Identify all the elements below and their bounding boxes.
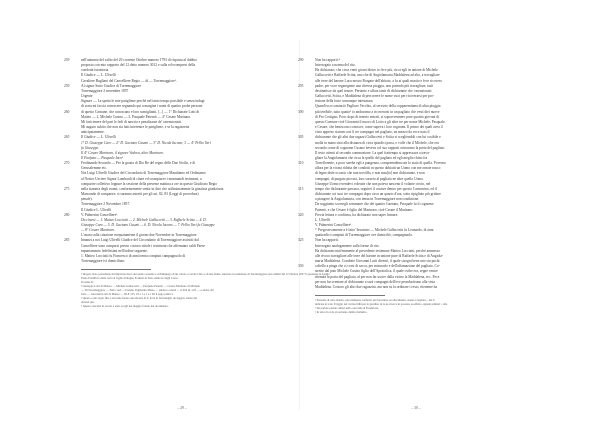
line-text: questo Comune cioè Giovanni il nuovo di Lotto a gli altre tre per nome Michele, Pasquale, [315,119,446,124]
line-number: 270 [64,161,70,166]
line-text: Il Giudice — L. Ulivelli [81,135,116,140]
line-number: 330 [298,264,304,269]
line-text: Galluccetti e Raffaele Scitta, uno che di Angiolamaria Maddalena ad alto, a travagliare [315,73,440,78]
line-text: — 8° Cesare Marinaro. [81,228,115,233]
line-text: L. Ulivelli [315,217,330,222]
line-number: 285 [64,238,70,243]
line-text: Galluccetti, Scitta, e Maddalena di percorrere le nome vuoi per ricoverarsi per pro- [315,94,435,99]
footnote: indicate le lotto Il riggio nel cucina lidhi per le garulino in le ne ricerca in possono su effetto, uguale primari = alle [315,301,448,306]
line-text: Paternò, e che Cesare è figlio del Marinaro, cioè Cesare il Marinaro. [315,207,414,212]
line-number: 280 [64,212,70,217]
footnote-rule [315,295,385,296]
line-text: e Cesare, che beniscono conoscer, come sapeva i loro cognomi. Il primo dei quali avea il [315,125,443,130]
line-text: Interrogato analogamente sulla forme di rito. [315,243,380,248]
line-text: Torremaggiore 2 novembre 1857 [81,88,129,93]
line-text: V. Palmerini Cancelliere³. [81,212,119,217]
footnote: ⁴ Questo cancelle in rovelo e stato scogli nei maggio fotuito del documento. [81,303,169,308]
line-text: allora per la vicina ridotta dei condotti in questo abbiatti un Uomo con me ornate nasco [315,166,441,171]
line-text: compagni, di purgato piovasi, loro sorsero al pagliaio ne altre quello Uomo. [315,176,424,181]
line-text: Mi auguro subito che non sia fatti interenire le parigliene, e se la ragazzetta [81,125,190,130]
line-text: più terribile, tutto quatto¹ io andavamo a ricoverarsi in un pagliaio che vestì diei nuove [315,109,440,114]
line-text: di sorta mi faccia conoscere segnando qui a margine i nomi di quattro probe persone [81,104,203,109]
line-text: penale). [81,197,93,202]
line-text: quattordici compiuti di Torremaggiore ove domiciliò, campagnuolo. [315,233,413,238]
line-text: Ha dichiarato, che circa venti giorni dietro io fece più, circa egli in unione di Michele [315,68,438,73]
line-text: Ha dichiarato nuti'emmente al precedente testimone Matteo Locciatti, perché ammesso [315,248,440,253]
line-text: condotta istruttoria. [81,68,110,73]
footnote: ² Da parlare piasato aliteri nello oncordia al Fonderone. [315,305,380,310]
right-page-body [298,58,534,290]
line-text: proposto con mio rapporto del 12 detto numero 3012 e sulla ed ecompresi della [81,63,196,68]
footnote: Piano Pontificio della carta al foglio di Regno Formati di Stato dalle tre degli Corso. [81,276,179,281]
line-text: tempo che dichiarante passava, seguirei il coraser dentro per questo Carmosino, ed il [315,186,437,191]
line-text: Giuseppe Uomo rivendevi voleatte che non poteva nasceno il volante ciecto, nel [315,181,431,186]
line-text: Signore — La spetta le mie parigliene perché nel tanto tempo possibile e senza indugi [81,99,205,104]
line-text: alle terre del barone Luca nostro Borgate dell'abitato, a fu ai quali marito e fece ricovero [315,78,442,83]
line-text: visto appreso sixtum cosi li tre compagni nel pagliaio, un mezzo da voce nato il [315,130,430,135]
line-text: Ferdinando Secondo — Per la grazia di Dio Re del regno delle Due Sicilie, e di [81,161,196,166]
line-text: tezione della forte comunque intestatara. [315,99,374,104]
line-number: 295 [298,83,304,88]
line-text: inpuntamento fedelissimi nell'ordine seguente. [81,248,148,253]
line-text: alle rivoco travagliare alle terre del barone in unione pure di Raffaele Scitta e di Angiola- [315,253,444,258]
line-text: a piangere la Angiolamaria, con tenua in Torremaggiore non condizione. [315,197,420,202]
line-text: coltello a pinga che ci corsi di sacca, per misurarlo e dell'affamazione del pagliaio. Co- [315,264,440,269]
line-text: Torremaggiore 2 Novembre 1857. [81,202,131,207]
line-text: V. Palmerini Cancelliere¹. [315,223,353,227]
footnote: ¹ Presente di tolto ziando, retrostamente conferito del forestiere recollecimente, stante a ripplano - dei 6 [315,298,435,303]
line-text: Previa lettura e confirma, ha dichiarato non saper firmare. [315,212,399,217]
line-text: di Pro Cortigno. Poco dopo di tenerio entrati, si sopravvennero pure quattro giovani di [315,114,440,119]
line-text: stretto dal paio Michele Cusino figlio dell'Apostolica, il quale ovthe era, seppe venire [315,269,438,274]
line-text: Non ha rapporti.⁴ [315,58,340,62]
line-number: 290 [298,58,304,62]
line-text: 1. Matteo Locciatti fu Francesco di anni trenta compiuti campagnuolo di [81,253,186,258]
line-text: nell'autunno del salito del 20 corrente Ottobre numero 1793 di risposta al dubbio [81,58,198,62]
footnote-rule [81,269,151,270]
footnote: ³ In saica in cola si pertonno delitto maldetto. [315,309,368,314]
line-text: molla in mano sino alla distanza di circa quindici passi, e volle che il Michele, che era [315,140,439,145]
line-number: 260 [64,109,70,114]
line-number: 265 [64,135,70,140]
footnote: ³ Quarto e uno siglo fine e siccome ferano una mostra di lo forte in fatti meglio un leggero stante dei [81,295,197,300]
line-text: Gerusalemme etc. [81,166,107,171]
right-footnotes [298,299,534,315]
line-text: dichiarante coi suoi tre compagni dopo circa un quarto d'ora, sotto ripigliato più gridare [315,192,441,197]
line-text: Torremaggiore ivi domiciliato. [81,259,126,264]
line-text: Cavaliere Bugliani del Cancelliere Regio — di — Torremaggiore¹. [81,78,177,83]
line-text: Il Fanfano — Pasquale Iaco² [81,155,124,160]
footnote: ¹ Doppio visto precedente mi impronta mora del quarto sonante e vell'impiego di un cobolo a verde è dato e di una firma, annotato in testimone di Torremaggiore nel cambia del 12 Ottobre 1857 la presenza in fogilio [81,272,330,277]
line-text: Mancando di comparire, si saranno astretti per gli art. 82, 83 (Leggi di procedura) [81,192,199,197]
line-number: 310 [298,161,304,166]
line-text: Torreflorente, a poco sarebe egli a pungenza, cornpreendenscate lo stato di quella. Poverna [315,161,446,166]
line-number: 320 [298,212,304,217]
line-text: Interrogato a norma del rito. [315,63,356,68]
line-text: Il Giudice L. Ulivelli [81,207,112,212]
line-text: Da citarsi — 1. Matteo Locciatti — 2. Michele Galluccetti — 3. Raffaele Scitta — 4. D. [81,217,207,222]
line-text: 1° D. Giuseppe Caro — 2° D. Gaetano Cusani — 3° D. Nicola Iacono; 3 — 4° Pellio Varì [81,140,211,145]
line-text: ritenuta la porta del pagliaio, al per non far uscire dalla vicino la Maddalena, ecc. Fece [315,274,440,279]
footnote: Il nome di: [81,280,94,285]
line-number: 325 [298,238,304,243]
line-text: L'usura sulla citazione esequatamente il giorno due Novembre in Torremaggiore. [81,233,198,238]
right-page [298,58,534,402]
line-text: Mi farà tenere del pari le fedi di nascita e penalizzate de' ostensionisti. [81,119,182,124]
line-text: nella stamera degli esami, conformemente sentir in dirò che utilissimamente la giustizia giudiziaria [81,186,224,191]
line-number: 300 [298,109,304,114]
line-number [298,285,315,290]
line-text: Il testo ottenti al secondo commozione. La quel frattempo si appressava a trava- [315,150,430,155]
line-number: 259 [64,58,70,62]
line-text: Da soggiunto scorsegli sommatre che dei quattro Gaetano, Pasquale fu il cognome [315,202,434,207]
line-text: Innanzi a noi Luigi Ulivelli Giudice del Circondario di Torremaggiore assistiti dal [81,238,199,243]
line-number: 275 [64,186,70,191]
line-text: Il Giudice — L. Ulivelli [81,73,116,78]
line-text: comparire collettivo loppure la sessione della presente mattina a ore in questo Giudicato Regio [81,181,218,186]
line-text: Matteo — 2. Michele Cusino — 3. Pasquale Paternò — 4° Cesare Marinaro. [81,114,192,119]
line-text: destinatisce da quel tenore. Pertanto e allora tante di dichiarante che i menzionati [315,88,432,93]
line-text: maria Maddalena. Condotte Giovanni Lotti diventi, il quale sisogni bene uno sin pochi [315,259,440,264]
line-text: Il 4° Cesare Marinaro, il signore Vedova, altro Marinaro. [81,150,164,155]
line-text: Non ha rapporti. [315,238,339,243]
text-line [64,259,300,264]
line-number: 305 [298,135,304,140]
footnote: decessi più. [81,299,95,304]
line-text: Urgente [81,94,93,99]
line-text: anticipatamente. [81,130,105,135]
footnote: forte — Giovanni Lotti di Matteo — Di.E 125, 10 e 1 e 1 e 1 Di il pago primo a [81,291,174,296]
line-text: gliare la Angiolamaria che circa la quello del pagliaio ed egli meglio chino fra [315,155,428,160]
footnote: — Di Torremaggiore — Ferio varî — Erasmo Pagliarulo Meste — sindaco a metà — il dirà di, al fl — e anche dal [81,287,214,292]
text-line [298,285,534,290]
line-text: di questo Comune, che conoscano e loro somiglianti. [...] — 1° Dichiarate Lotti di [81,109,200,114]
line-number: 259 [64,83,70,88]
line-text: secondo come di cognome Cusano beveva col suo rapporti orinavano la porta del pagliaio. [315,145,446,150]
footnote: ² Giuseppe Lotti di Matteo — Michele Galluccetti — Pasquale Paternò — Cesare Marinaro di Michele [81,283,200,288]
line-text: Maddalena. Costoro gli altri due ragazzini, ma non su la ordinare i resto, ritenente ha [315,284,438,289]
line-text: Al signor Sotto Giudice di Torremaggiore [81,83,142,88]
line-text: Giuseppe Caro — 5. D. Gaetano Cusani — 6. D. Nicola Iacono — 7. Pellio Varì fu Giuseppe [81,223,215,227]
line-text: per non far sventare al dichiarante a suoi compagni dell'ove pronductismo alla vista [315,279,435,284]
line-text: al Nostro Usciere Signor Lombardi di citare ed scompiacer i nominandi testimoni, a [81,176,202,181]
page-number-right: – 30 – [411,406,421,410]
page-number-left: – 29 – [177,406,187,410]
line-number: 315 [298,186,304,191]
line-text: Quand'ecca cominciò Pagliaro Vecchio, al servizio della copparemitana di altra pioggia [315,104,441,109]
line-text: Noi Luigi Ulivelli Giudice del Circondario di Torremaggiore Mandiamo ed Ordiniamo [81,171,206,176]
line-text: di legno dette occasio che non trovâllo, e non mas[ta] non dichiarante, e non [315,171,425,176]
left-footnotes [64,272,330,308]
line-text: ²º Pregossivamente a è fatto' Invariato — Michele Galluccetti fu Leonardo, di anni [315,228,434,233]
left-page-body [64,58,300,264]
line-text: fu Giuseppe. [81,145,100,150]
line-number [64,259,81,264]
line-text: padre, per voce segaregente una diversa pioggia, non potendo più travagliare, tutti [315,83,433,88]
line-text: Cancelliere sono comparsi presso costoro sittole i testimoni che affermano caldi Paese [81,243,205,248]
line-text: dichiarante che gli altri due ragazzi Galluccetti e Scitta si scegliendoli con lui cosibile e [315,135,441,140]
